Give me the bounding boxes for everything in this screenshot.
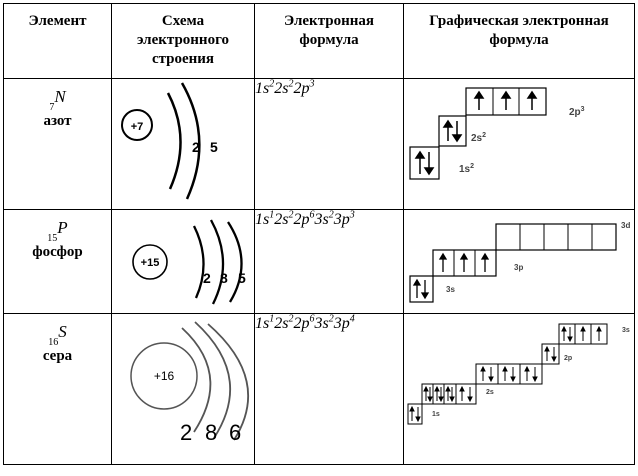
electron-arrows-1s-group (424, 387, 454, 401)
orbital-box-2s (439, 116, 466, 146)
orbital-box-1s (408, 404, 422, 424)
orbital-box-3d (496, 224, 616, 250)
label-3s: 3s (622, 327, 630, 334)
nucleus-charge: +15 (140, 257, 160, 269)
shell-arc-1 (168, 93, 181, 189)
shell-arc-2 (211, 220, 223, 304)
orbital-box-3s (542, 344, 559, 364)
electron-arrows-3s (545, 347, 556, 361)
electron-arrows-2p (481, 367, 537, 381)
electron-arrows-3p (440, 254, 488, 272)
symbol-letter: P (57, 218, 68, 237)
atom-scheme-diagram (112, 314, 255, 464)
header-scheme-line3: строения (151, 51, 215, 67)
label-1s: $1s^2$ (459, 163, 475, 175)
nucleus-charge: +16 (153, 369, 175, 383)
shell-count-3: 5 (238, 270, 246, 286)
symbol-letter: S (58, 322, 67, 341)
atom-scheme-diagram (112, 210, 255, 313)
header-formula-line2: формула (299, 32, 359, 48)
header-graphic-line1: Графическая электронная (429, 13, 609, 29)
element-symbol (4, 87, 111, 113)
atomic-number: 16 (48, 337, 59, 348)
label-3p: 3p (514, 263, 524, 272)
shell-count-2: 8 (220, 270, 228, 286)
electron-formula: $1s^12s^22p^63s^23p^4$ (255, 314, 355, 333)
orbital-box-2s (456, 384, 476, 404)
shell-count-1: 2 (192, 139, 200, 155)
orbital-diagram (404, 79, 635, 209)
electron-arrows-2s (444, 121, 461, 141)
label-2s: 2s (486, 389, 494, 396)
header-graphic-line2: формула (489, 32, 549, 48)
header-formula-line1: Электронная (284, 13, 374, 29)
orbital-box-1s (410, 147, 439, 179)
header-scheme-line2: электронного (136, 32, 230, 48)
element-cell (4, 210, 112, 314)
header-graphic (404, 4, 635, 79)
label-2s: $2s^2$ (471, 132, 487, 144)
shell-arc-3 (228, 222, 242, 302)
shell-count-2: 5 (210, 139, 218, 155)
orbital-boxes-1s (422, 384, 456, 404)
row-sulfur (4, 314, 635, 465)
electron-formula: $1s^12s^22p^63s^23p^3$ (255, 210, 355, 229)
element-name: азот (43, 113, 72, 129)
shell-count-1: 2 (180, 420, 193, 445)
electron-arrows-1s (416, 152, 433, 174)
shell-arc-1 (194, 226, 204, 298)
shell-count-1: 2 (203, 270, 211, 286)
label-3d: 3d (621, 221, 631, 230)
header-element-label: Элемент (28, 13, 87, 29)
element-cell (4, 79, 112, 210)
electron-formula-cell (255, 210, 404, 314)
electron-arrows-1s (410, 407, 420, 421)
shell-count-2: 8 (205, 420, 218, 445)
graphic-formula-cell (404, 210, 635, 314)
electron-arrows-2s (460, 387, 472, 401)
header-formula (255, 4, 404, 79)
symbol-letter: N (54, 87, 66, 106)
element-symbol (4, 322, 111, 348)
row-nitrogen (4, 79, 635, 210)
electron-structure-table (3, 3, 635, 465)
shell-count-3: 6 (229, 420, 242, 445)
header-scheme-line1: Схема (161, 13, 205, 29)
label-1s: 1s (432, 411, 440, 418)
atomic-number: 7 (49, 102, 55, 113)
label-3s: 3s (446, 285, 455, 294)
header-scheme (112, 4, 255, 79)
electron-formula-cell (255, 314, 404, 465)
element-cell (4, 314, 112, 465)
row-phosphorus (4, 210, 635, 314)
atom-scheme-cell (112, 79, 255, 210)
atom-scheme-cell (112, 314, 255, 465)
graphic-formula-cell (404, 314, 635, 465)
orbital-box-3s (410, 276, 433, 302)
element-name: сера (42, 348, 73, 364)
element-name: фосфор (32, 244, 83, 260)
electron-arrows-2p (475, 92, 536, 110)
orbital-box-2p (476, 364, 542, 384)
electron-formula: $1s^22s^22p^3$ (255, 79, 315, 98)
orbital-diagram (404, 314, 635, 464)
orbital-diagram (404, 210, 635, 313)
header-row (4, 4, 635, 79)
header-element (4, 4, 112, 79)
label-2p: 2p (564, 355, 573, 362)
label-2p: $2p^3$ (569, 106, 585, 118)
element-symbol (4, 218, 111, 244)
atom-scheme-diagram (112, 79, 255, 209)
graphic-formula-cell (404, 79, 635, 210)
atom-scheme-cell (112, 210, 255, 314)
nucleus-charge: +7 (130, 121, 144, 133)
electron-formula-cell (255, 79, 404, 210)
electron-arrows-3s (414, 280, 428, 298)
atomic-number: 15 (47, 233, 58, 244)
electron-arrows-3p (562, 327, 601, 341)
